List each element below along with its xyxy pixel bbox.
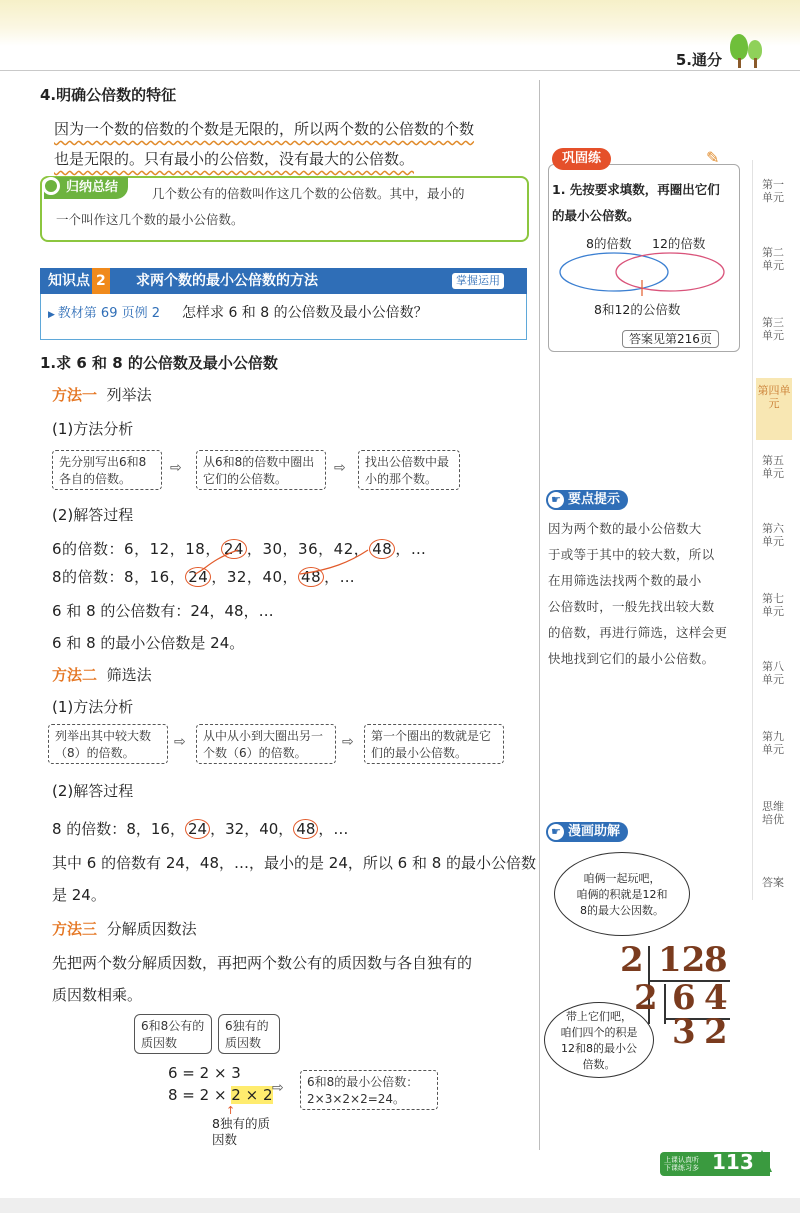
highlight-own-factors: 2 × 2 bbox=[231, 1086, 273, 1104]
circled-number: 24 bbox=[185, 567, 211, 587]
exercise-q-line2: 的最小公倍数。 bbox=[552, 208, 640, 223]
footer-series: 上课认真听 下课练习多 bbox=[664, 1156, 699, 1172]
kp-badge: 掌握运用 bbox=[452, 273, 504, 289]
m3-eq8: 8 = 2 × 2 × 2 bbox=[168, 1086, 273, 1104]
m3-line2: 质因数相乘。 bbox=[52, 986, 143, 1004]
m1-process: (2)解答过程 bbox=[52, 506, 134, 524]
method3-heading: 方法三 分解质因数法 bbox=[52, 920, 197, 938]
exercise-label-8: 8的倍数 bbox=[586, 236, 632, 251]
m1-multiples-6: 6的倍数：6，12，18， 24 ，30，36，42， 48 ，… bbox=[52, 540, 427, 558]
kp-reference: ▶ 教材第 69 页例 2 bbox=[48, 306, 161, 321]
m3-label-own6: 6独有的质因数 bbox=[218, 1014, 280, 1054]
m1-multiples-8: 8的倍数：8，16， 24 ，32，40， 48 ，… bbox=[52, 568, 356, 586]
tabs-divider bbox=[752, 160, 753, 900]
hand-icon: ☛ bbox=[548, 824, 564, 840]
m2-process: (2)解答过程 bbox=[52, 782, 134, 800]
connector-lines bbox=[150, 540, 380, 590]
m2-step-3: 第一个圈出的数就是它们的最小公倍数。 bbox=[364, 724, 504, 764]
m1-step-2: 从6和8的倍数中圈出它们的公倍数。 bbox=[196, 450, 326, 490]
tab-thinking[interactable]: 思维培优 bbox=[762, 800, 784, 826]
header-band bbox=[0, 0, 800, 46]
tab-unit-9[interactable]: 第九单元 bbox=[762, 730, 784, 756]
m2-analysis: (1)方法分析 bbox=[52, 698, 134, 716]
tab-unit-7[interactable]: 第七单元 bbox=[762, 592, 784, 618]
comic-tag: 漫画助解 bbox=[546, 822, 628, 842]
circled-number: 48 bbox=[293, 819, 318, 839]
circled-number: 48 bbox=[298, 567, 324, 587]
arrow-icon: ⇨ bbox=[334, 460, 346, 476]
tree-icon bbox=[730, 34, 770, 70]
tab-unit-6[interactable]: 第六单元 bbox=[762, 522, 784, 548]
tips-tag: 要点提示 bbox=[546, 490, 628, 510]
exercise-q-line1: 1. 先按要求填数，再圈出它们 bbox=[552, 182, 720, 197]
column-divider bbox=[539, 80, 540, 1150]
chapter-title: 5.通分 bbox=[675, 51, 722, 69]
summary-line1: 几个数公有的倍数叫作这几个数的公倍数。其中，最小的 bbox=[152, 186, 465, 201]
arrow-icon: ⇨ bbox=[272, 1080, 284, 1096]
page-bottom-edge bbox=[0, 1198, 800, 1213]
tab-unit-4[interactable]: 第四单元 bbox=[756, 378, 792, 440]
m1-step-1: 先分别写出6和8各自的倍数。 bbox=[52, 450, 162, 490]
tips-text: 因为两个数的最小公倍数大 于或等于其中的较大数，所以 在用筛选法找两个数的最小 公倍数时，一般先找出较大数 的倍数，再进行筛选，这样会更 快地找到它们的最小公倍数。 bbox=[548, 521, 728, 666]
exercise-tag: 巩固练 bbox=[552, 148, 611, 170]
circled-number: 48 bbox=[369, 539, 395, 559]
arrow-icon: ⇨ bbox=[170, 460, 182, 476]
m1-lcm: 6 和 8 的最小公倍数是 24。 bbox=[52, 634, 245, 652]
exercise-label-12: 12的倍数 bbox=[652, 236, 706, 251]
m3-label-common: 6和8公有的质因数 bbox=[134, 1014, 212, 1054]
tab-answers[interactable]: 答案 bbox=[762, 876, 784, 889]
circled-number: 24 bbox=[221, 539, 247, 559]
kp-number: 2 bbox=[92, 268, 110, 294]
summary-line2: 一个叫作这几个数的最小公倍数。 bbox=[56, 212, 244, 227]
header-divider bbox=[0, 70, 800, 71]
tab-unit-8[interactable]: 第八单元 bbox=[762, 660, 784, 686]
m2-line2: 是 24。 bbox=[52, 886, 106, 904]
m2-multiples-8: 8 的倍数：8，16， 24 ，32，40， 48 ，… bbox=[52, 820, 349, 838]
m1-step-3: 找出公倍数中最小的那个数。 bbox=[358, 450, 460, 490]
m2-step-1: 列举出其中较大数（8）的倍数。 bbox=[48, 724, 168, 764]
sec4-line1: 因为一个数的倍数的个数是无限的，所以两个数的公倍数的个数 bbox=[54, 120, 475, 138]
method1-heading: 方法一 列举法 bbox=[52, 386, 152, 404]
circled-number: 24 bbox=[185, 819, 210, 839]
tab-unit-1[interactable]: 第一单元 bbox=[762, 178, 784, 204]
tab-unit-2[interactable]: 第二单元 bbox=[762, 246, 784, 272]
m3-line1: 先把两个数分解质因数，再把两个数公有的质因数与各自独有的 bbox=[52, 954, 473, 972]
page-number: 113 bbox=[712, 1150, 754, 1174]
section-4-title: 4.明确公倍数的特征 bbox=[40, 86, 177, 104]
m3-result: 6和8的最小公倍数： 2×3×2×2=24。 bbox=[300, 1070, 438, 1110]
up-arrow-icon: ↑ bbox=[226, 1104, 236, 1117]
kp-title: 求两个数的最小公倍数的方法 bbox=[136, 273, 318, 289]
m2-step-2: 从中从小到大圈出另一个数（6）的倍数。 bbox=[196, 724, 336, 764]
target-icon bbox=[42, 177, 60, 195]
tree-icon bbox=[752, 1150, 772, 1172]
sec4-line2: 也是无限的。只有最小的公倍数，没有最大的公倍数。 bbox=[54, 150, 415, 168]
comic-bubble-1: 咱俩一起玩吧， 咱俩的积就是12和 8的最大公因数。 bbox=[554, 852, 690, 936]
m2-line1: 其中 6 的倍数有 24，48，…，最小的是 24，所以 6 和 8 的最小公倍数 bbox=[52, 854, 537, 872]
m1-analysis: (1)方法分析 bbox=[52, 420, 134, 438]
m1-common: 6 和 8 的公倍数有：24，48，… bbox=[52, 602, 274, 620]
method2-heading: 方法二 筛选法 bbox=[52, 666, 152, 684]
exercise-label-common: 8和12的公倍数 bbox=[594, 302, 681, 317]
answer-link[interactable]: 答案见第216页 bbox=[622, 330, 719, 348]
tab-unit-3[interactable]: 第三单元 bbox=[762, 316, 784, 342]
comic-bubble-2: 带上它们吧， 咱们四个的积是 12和8的最小公 倍数。 bbox=[544, 1002, 654, 1078]
m3-label-own8: 8独有的质因数 bbox=[212, 1116, 270, 1147]
summary-tag: 归纳总结 bbox=[44, 177, 128, 199]
kp-tag: 知识点 2 bbox=[40, 268, 114, 294]
hand-icon: ☛ bbox=[548, 492, 564, 508]
m3-eq6: 6 = 2 × 3 bbox=[168, 1064, 241, 1082]
arrow-icon: ⇨ bbox=[174, 734, 186, 750]
s1-title: 1.求 6 和 8 的公倍数及最小公倍数 bbox=[40, 354, 278, 372]
kp-question: 怎样求 6 和 8 的公倍数及最小公倍数？ bbox=[182, 305, 428, 321]
pencil-icon: ✎ bbox=[706, 148, 720, 167]
arrow-icon: ⇨ bbox=[342, 734, 354, 750]
tab-unit-5[interactable]: 第五单元 bbox=[762, 454, 784, 480]
venn-diagram bbox=[556, 250, 736, 298]
